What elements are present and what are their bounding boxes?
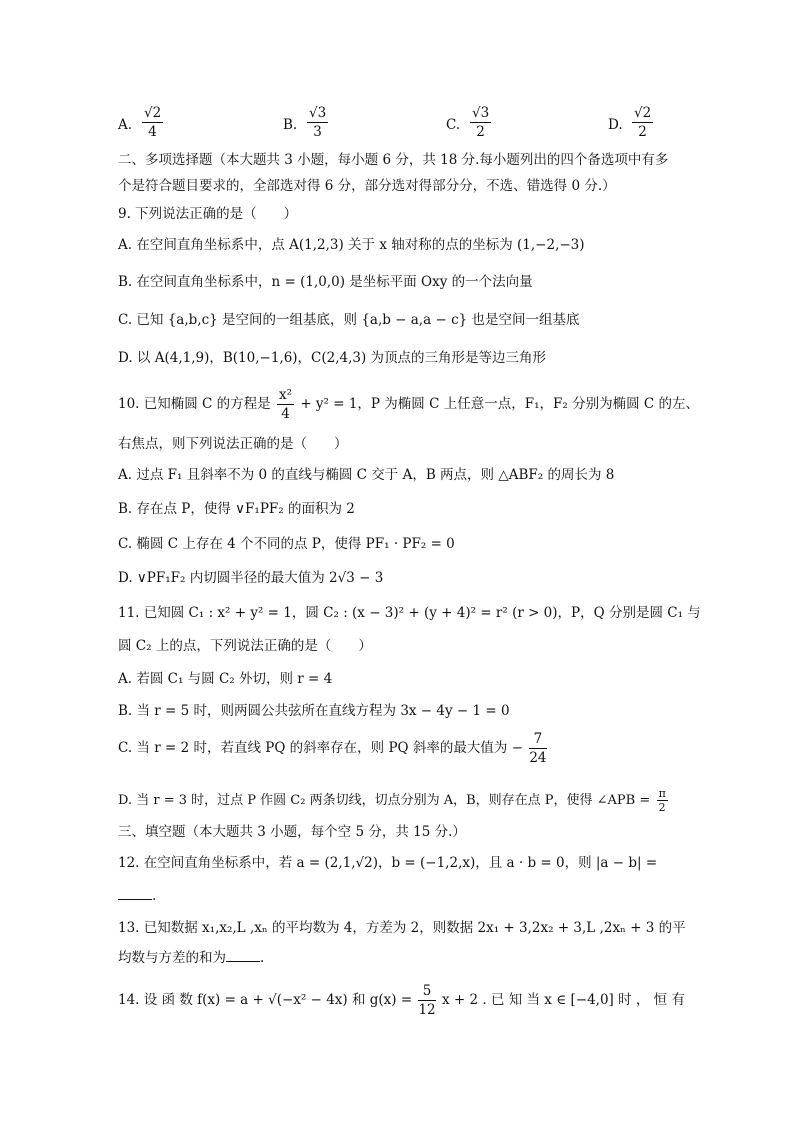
option-label: B.	[283, 117, 298, 133]
q12-tail: .	[152, 888, 157, 904]
q10-option-a: A. 过点 F₁ 且斜率不为 0 的直线与椭圆 C 交于 A，B 两点，则 △ABF₂ 的周长为 8	[118, 467, 615, 483]
section3-heading: 三、填空题（本大题共 3 小题，每个空 5 分，共 15 分.）	[118, 824, 466, 840]
q13-line1: 13. 已知数据 x₁,x₂,L ,xₙ 的平均数为 4，方差为 2，则数据 2x₁ + 3,2x₂ + 3,L ,2xₙ + 3 的平	[118, 920, 686, 936]
denominator: 4	[281, 406, 290, 422]
denominator: 12	[418, 1002, 436, 1018]
q11-stem-line2: 圆 C₂ 上的点，下列说法正确的是（ ）	[118, 638, 372, 654]
q12-answer-blank	[118, 885, 156, 906]
q12-line: 12. 在空间直角坐标系中，若 a = (2,1,√2)，b = (−1,2,x)，且 a · b = 0，则 |a − b| =	[118, 855, 658, 871]
answer-blank	[118, 885, 152, 900]
q11-option-c	[118, 729, 549, 767]
q9-option-a: A. 在空间直角坐标系中，点 A(1,2,3) 关于 x 轴对称的点的坐标为 (1,−2,−3)	[118, 237, 585, 253]
option-label: A.	[118, 117, 133, 133]
q13-line2-text: 均数与方差的和为	[118, 950, 226, 966]
numerator: √2	[634, 105, 652, 121]
q10-stem	[118, 386, 699, 423]
q11-option-a: A. 若圆 C₁ 与圆 C₂ 外切，则 r = 4	[118, 671, 333, 687]
numerator: √3	[472, 105, 490, 121]
q9-option-b: B. 在空间直角坐标系中，n = (1,0,0) 是坐标平面 Oxy 的一个法向量	[118, 274, 533, 290]
denominator: 2	[638, 124, 647, 140]
q11-option-c-text: C. 当 r = 2 时，若直线 PQ 的斜率存在，则 PQ 斜率的最大值为 −	[118, 740, 524, 756]
q10-option-b: B. 存在点 P，使得 ∨F₁PF₂ 的面积为 2	[118, 501, 355, 517]
denominator: 2	[658, 801, 666, 814]
q10-stem-part1: 10. 已知椭圆 C 的方程是	[118, 396, 271, 412]
q13-tail: .	[260, 950, 265, 966]
q10-stem-part2: + y² = 1，P 为椭圆 C 上任意一点，F₁，F₂ 分别为椭圆 C 的左、	[300, 396, 699, 412]
q11-stem-line1: 11. 已知圆 C₁ : x² + y² = 1，圆 C₂ : (x − 3)² + (y + 4)² = r² (r > 0)，P，Q 分别是圆 C₁ 与	[118, 605, 701, 621]
q10-option-c: C. 椭圆 C 上存在 4 个不同的点 P，使得 PF₁ · PF₂ = 0	[118, 536, 455, 552]
denominator: 24	[529, 750, 547, 766]
numerator: π	[658, 787, 666, 800]
q13-line2	[118, 947, 264, 968]
q10-stem-line2: 右焦点，则下列说法正确的是（ ）	[118, 436, 348, 452]
q14-part2: x + 2 . 已 知 当 x ∈ [−4,0] 时 ， 恒 有	[441, 992, 685, 1008]
numerator: 5	[418, 982, 435, 1001]
q9-stem: 9. 下列说法正确的是（ ）	[118, 206, 298, 222]
q11-option-d	[118, 784, 670, 817]
q14-part1: 14. 设 函 数 f(x) = a + √(−x² − 4x) 和 g(x) =	[118, 992, 413, 1008]
option-label: D.	[608, 117, 623, 133]
answer-blank	[226, 947, 260, 962]
section2-heading-line2: 个是符合题目要求的，全部选对得 6 分，部分选对得部分分，不选、错选得 0 分.）	[118, 178, 616, 194]
denominator: 3	[313, 124, 322, 140]
denominator: 2	[476, 124, 485, 140]
denominator: 4	[148, 124, 157, 140]
q14-line	[118, 980, 685, 1020]
option-label: C.	[446, 117, 461, 133]
numerator: √3	[309, 105, 327, 121]
numerator: 7	[529, 730, 546, 749]
numerator: √2	[144, 105, 162, 121]
q10-option-d: D. ∨PF₁F₂ 内切圆半径的最大值为 2√3 − 3	[118, 570, 384, 586]
numerator: x²	[278, 387, 293, 403]
q11-option-d-text: D. 当 r = 3 时，过点 P 作圆 C₂ 两条切线，切点分别为 A，B，则存在点 P，使得 ∠APB =	[118, 793, 651, 808]
q9-option-c: C. 已知 {a,b,c} 是空间的一组基底，则 {a,b − a,a − c} 也是空间一组基底	[118, 312, 580, 328]
q9-option-d: D. 以 A(4,1,9)，B(10,−1,6)，C(2,4,3) 为顶点的三角形是等边三角形	[118, 350, 547, 366]
section2-heading-line1: 二、多项选择题（本大题共 3 小题，每小题 6 分，共 18 分.每小题列出的四个备选项中有多	[118, 152, 669, 168]
q11-option-b: B. 当 r = 5 时，则两圆公共弦所在直线方程为 3x − 4y − 1 = 0	[118, 703, 510, 719]
